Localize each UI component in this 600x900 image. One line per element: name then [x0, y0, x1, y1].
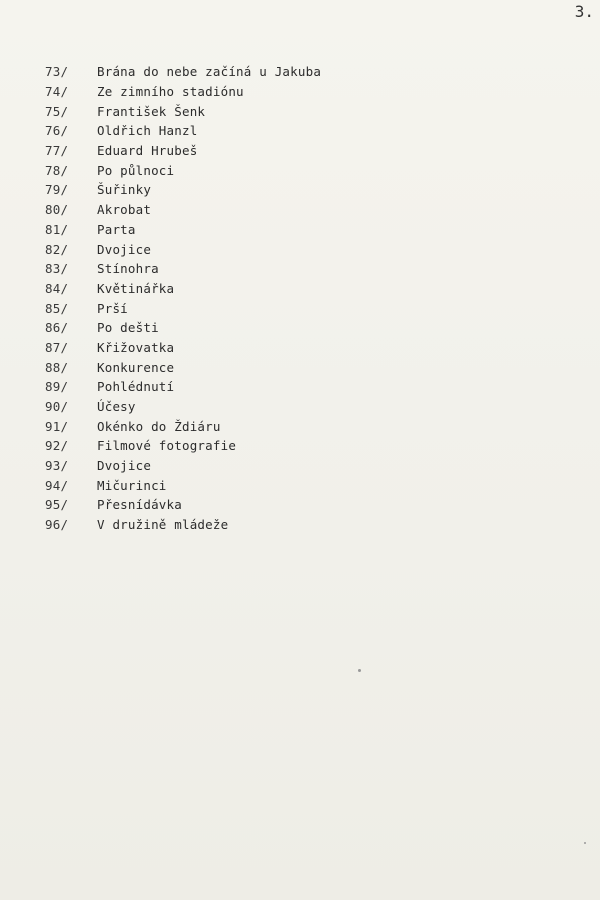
list-item: [45, 62, 321, 82]
list-item: [45, 121, 321, 141]
item-title: Filmové fotografie: [97, 438, 237, 454]
item-number: 91/: [45, 418, 69, 434]
item-number: 96/: [45, 517, 69, 533]
item-number: 74/: [45, 84, 69, 100]
list-item: [45, 357, 321, 377]
item-number: 81/: [45, 221, 69, 237]
item-number: 95/: [45, 497, 69, 513]
item-title: Dvojice: [97, 458, 152, 474]
item-title: Konkurence: [97, 359, 175, 375]
list-item: [45, 141, 321, 161]
list-item: [45, 220, 321, 240]
list-item: [45, 377, 321, 397]
item-number: 86/: [45, 320, 69, 336]
list-item: [45, 397, 321, 417]
item-number: 82/: [45, 241, 69, 257]
item-number: 79/: [45, 182, 69, 198]
item-title: Brána do nebe začíná u Jakuba: [97, 64, 322, 80]
list-item: [45, 338, 321, 358]
item-number: 83/: [45, 261, 69, 277]
item-number: 76/: [45, 123, 69, 139]
item-title: Křižovatka: [97, 339, 175, 355]
item-title: Parta: [97, 221, 136, 237]
list-item: [45, 318, 321, 338]
item-number: 77/: [45, 143, 69, 159]
item-number: 78/: [45, 162, 69, 178]
list-item: [45, 416, 321, 436]
paper-speck: [358, 669, 361, 672]
list-item: [45, 495, 321, 515]
item-title: Oldřich Hanzl: [97, 123, 198, 139]
item-number: 84/: [45, 280, 69, 296]
list-item: [45, 475, 321, 495]
item-title: Květinářka: [97, 280, 175, 296]
list-item: [45, 259, 321, 279]
item-title: Stínohra: [97, 261, 159, 277]
list-item: [45, 298, 321, 318]
item-number: 80/: [45, 202, 69, 218]
item-title: Dvojice: [97, 241, 152, 257]
item-number: 92/: [45, 438, 69, 454]
item-title: Šuřinky: [97, 182, 152, 198]
paper-speck: [584, 842, 586, 844]
item-title: Přesnídávka: [97, 497, 182, 513]
item-number: 75/: [45, 103, 69, 119]
item-title: František Šenk: [97, 103, 206, 119]
item-number: 94/: [45, 477, 69, 493]
item-title: Účesy: [97, 399, 136, 415]
item-title: Okénko do Ždiáru: [97, 418, 221, 434]
item-title: Eduard Hrubeš: [97, 143, 198, 159]
item-number: 93/: [45, 458, 69, 474]
typed-list: [45, 62, 321, 535]
item-title: Pohlédnutí: [97, 379, 175, 395]
item-title: Mičurinci: [97, 477, 167, 493]
item-title: Po půlnoci: [97, 162, 175, 178]
item-number: 88/: [45, 359, 69, 375]
item-title: Po dešti: [97, 320, 159, 336]
list-item: [45, 279, 321, 299]
item-number: 87/: [45, 339, 69, 355]
item-number: 89/: [45, 379, 69, 395]
list-item: [45, 200, 321, 220]
list-item: [45, 456, 321, 476]
list-item: [45, 180, 321, 200]
list-item: [45, 82, 321, 102]
item-number: 73/: [45, 64, 69, 80]
item-title: Ze zimního stadiónu: [97, 84, 244, 100]
list-item: [45, 239, 321, 259]
list-item: [45, 101, 321, 121]
list-item: [45, 160, 321, 180]
list-item: [45, 436, 321, 456]
page-number: 3.: [574, 2, 594, 21]
item-title: Prší: [97, 300, 128, 316]
item-title: Akrobat: [97, 202, 152, 218]
item-title: V družině mládeže: [97, 517, 229, 533]
item-number: 85/: [45, 300, 69, 316]
list-item: [45, 515, 321, 535]
item-number: 90/: [45, 399, 69, 415]
